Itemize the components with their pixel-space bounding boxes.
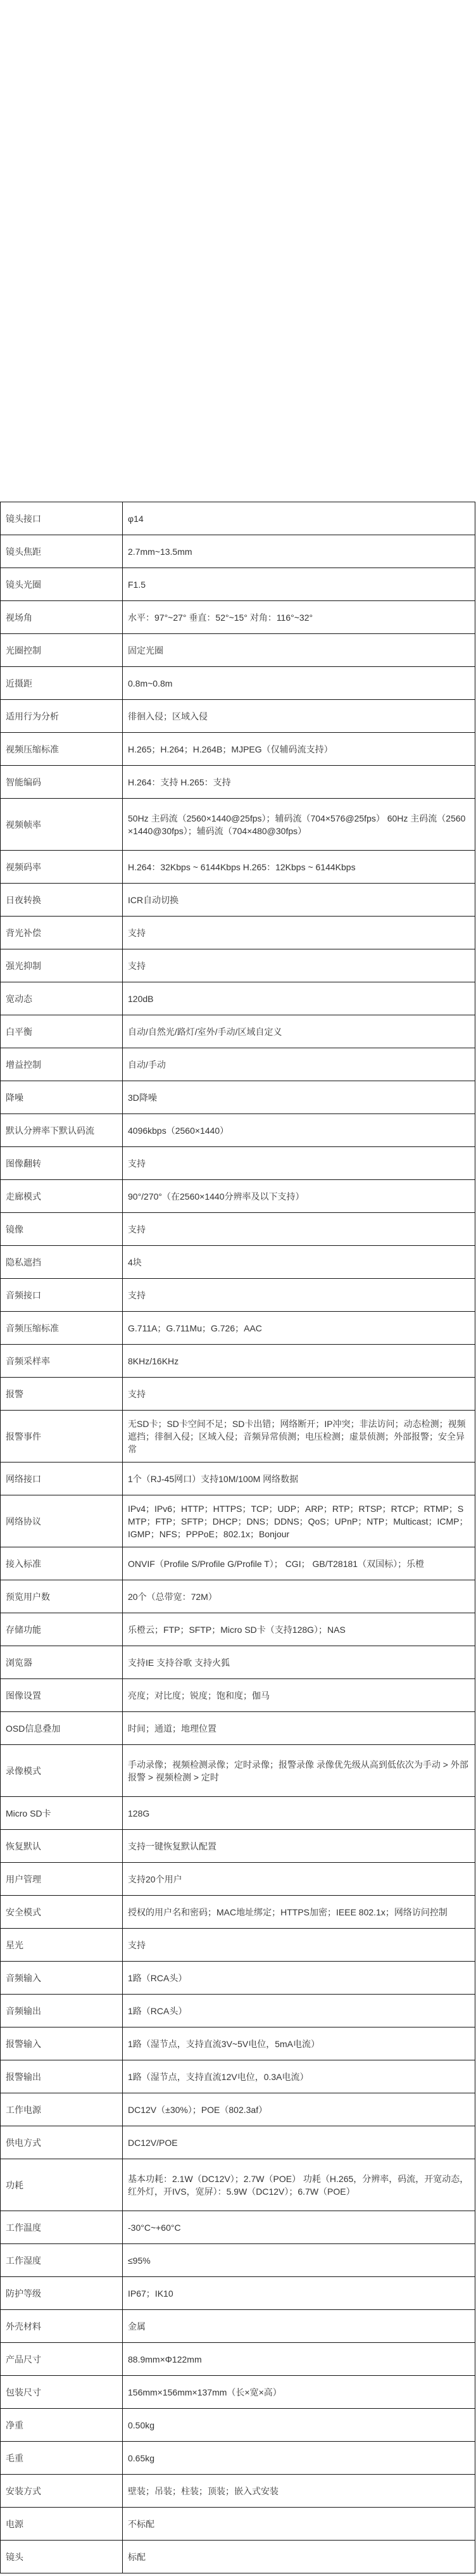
spec-row [1,1580,475,1613]
spec-value: 8KHz/16KHz [128,1355,179,1366]
spec-label: 报警事件 [1,1411,123,1462]
spec-row [1,667,475,700]
spec-value: 1路（湿节点，支持直流12V电位，0.3A电流） [128,2071,309,2082]
spec-label: 安全模式 [1,1896,123,1928]
spec-label: 图像翻转 [1,1147,123,1179]
spec-row [1,1547,475,1580]
spec-row [1,2310,475,2343]
top-blank-area [0,0,476,502]
spec-row [1,1712,475,1745]
spec-value: 自动/手动 [128,1059,166,1070]
spec-value: 1路（RCA头） [128,2005,187,2016]
spec-value: -30°C~+60°C [128,2222,181,2233]
spec-value: H.264：32Kbps ~ 6144Kbps H.265：12Kbps ~ 6144Kbps [128,861,356,872]
spec-row [1,1995,475,2027]
spec-label: 默认分辨率下默认码流 [1,1114,123,1146]
spec-label: 网络协议 [1,1495,123,1547]
spec-row [1,2409,475,2442]
spec-row [1,2060,475,2093]
spec-row [1,2376,475,2409]
spec-row [1,1114,475,1147]
spec-value: 1路（湿节点，支持直流3V~5V电位，5mA电流） [128,2038,320,2049]
spec-row [1,851,475,884]
spec-row [1,1929,475,1962]
spec-row [1,2508,475,2541]
spec-row [1,502,475,535]
spec-row [1,2277,475,2310]
spec-row [1,1679,475,1712]
spec-label: 防护等级 [1,2277,123,2309]
spec-value: 120dB [128,993,154,1004]
spec-value: G.711A；G.711Mu；G.726；AAC [128,1323,262,1333]
spec-value: 不标配 [128,2518,154,2529]
spec-row [1,1745,475,1797]
spec-value: IP67；IK10 [128,2288,173,2299]
spec-row [1,1462,475,1495]
spec-label: 存储功能 [1,1613,123,1646]
spec-row [1,1180,475,1213]
spec-value: 授权的用户名和密码；MAC地址绑定；HTTPS加密；IEEE 802.1x；网络访问控制 [128,1907,448,1917]
spec-value: 乐橙云；FTP；SFTP；Micro SD卡（支持128G）；NAS [128,1624,346,1635]
spec-label: 音频输出 [1,1995,123,2027]
spec-row [1,568,475,601]
spec-label: 白平衡 [1,1015,123,1048]
spec-label: 音频输入 [1,1962,123,1994]
spec-label: 音频接口 [1,1279,123,1311]
spec-value: 4096kbps（2560×1440） [128,1125,229,1136]
spec-row [1,1411,475,1462]
spec-label: 毛重 [1,2442,123,2474]
spec-row [1,2244,475,2277]
spec-value: IPv4；IPv6；HTTP；HTTPS；TCP；UDP；ARP；RTP；RTSP；RTCP；RTMP；SMTP；FTP；SFTP；DHCP；DNS；DDNS；QoS；UPnP；NTP；Multicast；ICMP；IGMP；NFS；PPPoE；802.1x；Bonjour [128,1503,468,1539]
spec-label: 预览用户数 [1,1580,123,1613]
spec-label: 视频压缩标准 [1,733,123,765]
spec-row [1,1015,475,1048]
spec-value: 支持 [128,927,146,938]
spec-label: 电源 [1,2508,123,2540]
spec-label: 视场角 [1,601,123,633]
spec-label: 图像设置 [1,1679,123,1711]
spec-value: 156mm×156mm×137mm（长×宽×高） [128,2387,282,2397]
spec-row [1,1863,475,1896]
spec-row [1,1646,475,1679]
spec-label: 工作温度 [1,2211,123,2243]
spec-row [1,2442,475,2475]
spec-value: H.265；H.264；H.264B；MJPEG（仅辅码流支持） [128,744,333,754]
spec-value: ICR自动切换 [128,894,179,905]
spec-row [1,2126,475,2159]
spec-value: 水平：97°~27° 垂直：52°~15° 对角：116°~32° [128,612,313,623]
spec-value: 支持 [128,1158,146,1169]
spec-row [1,1896,475,1929]
spec-value: 2.7mm~13.5mm [128,546,192,557]
spec-label: 镜头接口 [1,502,123,535]
spec-value: 亮度；对比度；锐度；饱和度；伽马 [128,1690,270,1701]
spec-row [1,1081,475,1114]
spec-value: 50Hz 主码流（2560×1440@25fps）；辅码流（704×576@25fps） 60Hz 主码流（2560×1440@30fps）；辅码流（704×480@30fps） [128,813,466,836]
spec-row [1,1345,475,1378]
spec-value: 自动/自然光/路灯/室外/手动/区域自定义 [128,1026,282,1037]
spec-label: 走廊模式 [1,1180,123,1212]
spec-label: 光圈控制 [1,634,123,666]
spec-value: 88.9mm×Φ122mm [128,2354,202,2364]
spec-row [1,634,475,667]
spec-label: 降噪 [1,1081,123,1114]
spec-row [1,2027,475,2060]
spec-value: 0.50kg [128,2420,155,2430]
spec-label: 镜头光圈 [1,568,123,600]
spec-row [1,1378,475,1411]
spec-label: 浏览器 [1,1646,123,1678]
spec-label: 星光 [1,1929,123,1961]
spec-row [1,1246,475,1279]
spec-value: 无SD卡；SD卡空间不足；SD卡出错；网络断开；IP冲突；非法访问；动态检测；视频遮挡；徘徊入侵；区域入侵；音频异常侦测；电压检测；虚景侦测；外部报警；安全异常 [128,1418,466,1454]
spec-value: 90°/270°（在2560×1440分辨率及以下支持） [128,1191,304,1202]
spec-label: 报警输出 [1,2060,123,2093]
spec-row [1,766,475,799]
spec-label: 宽动态 [1,982,123,1015]
spec-value: 标配 [128,2551,146,2562]
spec-row [1,2343,475,2376]
spec-label: 功耗 [1,2159,123,2211]
spec-value: 支持 [128,1224,146,1234]
spec-row [1,733,475,766]
spec-label: 音频采样率 [1,1345,123,1377]
spec-label: 报警 [1,1378,123,1410]
spec-value: 支持 [128,960,146,971]
spec-label: OSD信息叠加 [1,1712,123,1744]
spec-row [1,1962,475,1995]
spec-row [1,1495,475,1547]
spec-row [1,2093,475,2126]
spec-label: 视频码率 [1,851,123,883]
spec-row [1,2541,475,2573]
spec-row [1,535,475,568]
spec-label: 工作湿度 [1,2244,123,2276]
spec-value: 20个（总带宽：72M） [128,1591,217,1602]
spec-label: 接入标准 [1,1547,123,1580]
spec-value: 支持 [128,1290,146,1300]
spec-row [1,601,475,634]
spec-row [1,1830,475,1863]
spec-value: 0.65kg [128,2452,155,2463]
spec-row [1,700,475,733]
spec-label: 日夜转换 [1,884,123,916]
spec-value: DC12V（±30%）；POE（802.3af） [128,2104,268,2115]
spec-label: 报警输入 [1,2027,123,2060]
spec-value: 3D降噪 [128,1092,157,1103]
spec-label: 恢复默认 [1,1830,123,1862]
spec-label: 工作电源 [1,2093,123,2126]
spec-value: ≤95% [128,2255,151,2266]
spec-label: 近摄距 [1,667,123,699]
spec-table [0,502,475,2573]
spec-row [1,2211,475,2244]
spec-row [1,1797,475,1830]
spec-value: 时间；通道；地理位置 [128,1723,216,1734]
spec-row [1,799,475,851]
spec-value: 4块 [128,1257,142,1267]
spec-value: 支持 [128,1388,146,1399]
spec-value: ONVIF（Profile S/Profile G/Profile T）； CGI； GB/T28181（双国标）；乐橙 [128,1558,425,1569]
spec-row [1,2475,475,2508]
spec-label: 音频压缩标准 [1,1312,123,1344]
spec-value: φ14 [128,513,144,524]
spec-row [1,1613,475,1646]
spec-label: 录像模式 [1,1745,123,1796]
spec-label: 安装方式 [1,2475,123,2507]
spec-row [1,2159,475,2211]
spec-value: DC12V/POE [128,2137,178,2148]
spec-value: 手动录像；视频检测录像；定时录像；报警录像 录像优先级从高到低依次为手动 > 外部报警 > 视频检测 > 定时 [128,1759,468,1782]
spec-label: 智能编码 [1,766,123,798]
spec-row [1,1213,475,1246]
spec-row [1,1312,475,1345]
spec-row [1,1048,475,1081]
spec-row [1,949,475,982]
spec-value: H.264：支持 H.265：支持 [128,777,231,787]
spec-label: 净重 [1,2409,123,2441]
spec-value: 1个（RJ-45网口）支持10M/100M 网络数据 [128,1473,299,1484]
spec-label: Micro SD卡 [1,1797,123,1829]
spec-value: 1路（RCA头） [128,1972,187,1983]
spec-row [1,917,475,949]
spec-value: F1.5 [128,579,146,590]
spec-label: 适用行为分析 [1,700,123,732]
spec-row [1,884,475,917]
spec-value: 徘徊入侵；区域入侵 [128,711,208,721]
spec-label: 镜头焦距 [1,535,123,568]
spec-row [1,982,475,1015]
spec-value: 支持一键恢复默认配置 [128,1841,216,1851]
spec-value: 金属 [128,2321,146,2332]
spec-value: 支持 [128,1939,146,1950]
spec-value: 固定光圈 [128,645,163,656]
spec-value: 基本功耗：2.1W（DC12V）；2.7W（POE） 功耗（H.265，分辨率，码流，开宽动态，红外灯，开IVS，宽屏）：5.9W（DC12V）；6.7W（POE） [128,2173,469,2197]
spec-label: 强光抑制 [1,949,123,982]
spec-label: 镜像 [1,1213,123,1245]
spec-label: 背光补偿 [1,917,123,949]
spec-value: 壁装；吊装；柱装；顶装；嵌入式安装 [128,2485,279,2496]
spec-label: 网络接口 [1,1462,123,1495]
spec-label: 外壳材料 [1,2310,123,2342]
spec-value: 128G [128,1808,150,1818]
spec-label: 供电方式 [1,2126,123,2159]
spec-label: 包装尺寸 [1,2376,123,2408]
spec-row [1,1279,475,1312]
spec-value: 0.8m~0.8m [128,678,173,688]
spec-label: 产品尺寸 [1,2343,123,2375]
spec-label: 增益控制 [1,1048,123,1081]
spec-label: 隐私遮挡 [1,1246,123,1278]
spec-row [1,1147,475,1180]
spec-value: 支持IE 支持谷歌 支持火狐 [128,1657,230,1668]
spec-label: 视频帧率 [1,799,123,850]
spec-label: 用户管理 [1,1863,123,1895]
spec-value: 支持20个用户 [128,1874,182,1884]
spec-label: 镜头 [1,2541,123,2573]
